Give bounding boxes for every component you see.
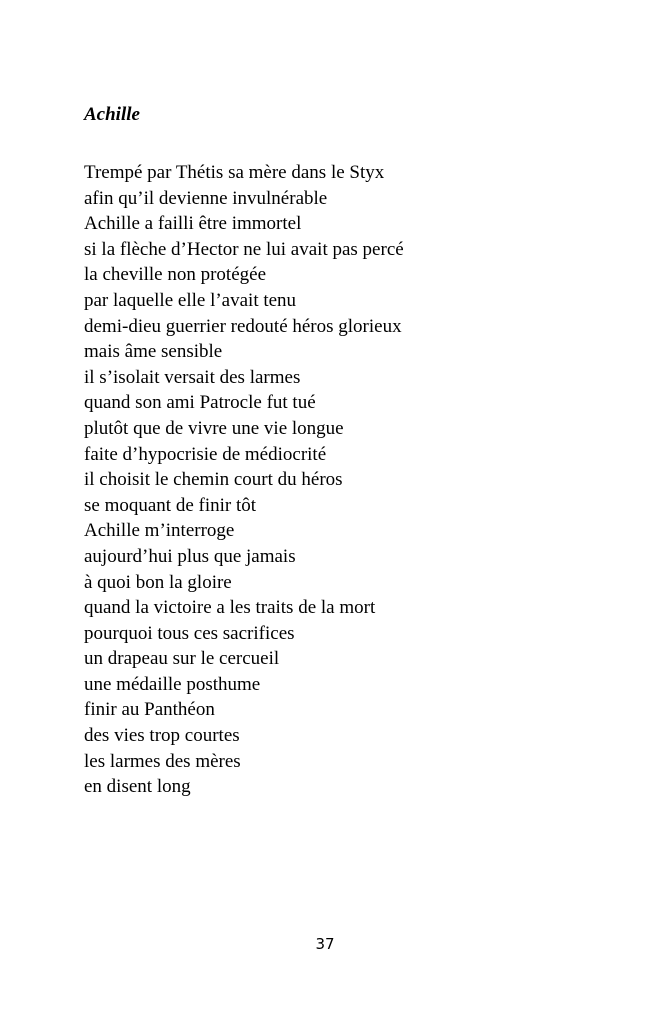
poem-line: quand son ami Patrocle fut tué xyxy=(84,392,316,414)
poem-line: finir au Panthéon xyxy=(84,699,215,721)
poem-line: Achille m’interroge xyxy=(84,520,235,542)
poem-line: faite d’hypocrisie de médiocrité xyxy=(84,443,327,465)
poem-line: les larmes des mères xyxy=(84,750,241,772)
poem-line: des vies trop courtes xyxy=(84,725,240,747)
poem-line: se moquant de finir tôt xyxy=(84,494,257,516)
poem-line: à quoi bon la gloire xyxy=(84,571,232,593)
poem-line: Trempé par Thétis sa mère dans le Styx xyxy=(84,162,385,183)
poem-line: pourquoi tous ces sacrifices xyxy=(84,622,295,644)
poem-line: par laquelle elle l’avait tenu xyxy=(84,289,297,311)
poem-title: Achille xyxy=(84,104,140,125)
poem-line: il choisit le chemin court du héros xyxy=(84,469,343,491)
poem-line: la cheville non protégée xyxy=(84,264,267,286)
poem-line: en disent long xyxy=(84,776,191,798)
poem-line: quand la victoire a les traits de la mort xyxy=(84,597,376,619)
poem-line: Achille a failli être immortel xyxy=(84,213,302,235)
page-number: 37 xyxy=(315,935,335,953)
poem-line: une médaille posthume xyxy=(84,673,261,695)
poem-line: afin qu’il devienne invulnérable xyxy=(84,187,328,209)
poem-line: aujourd’hui plus que jamais xyxy=(84,545,296,567)
poem-body xyxy=(84,160,404,800)
poem-line: il s’isolait versait des larmes xyxy=(84,366,301,388)
poem-line: demi-dieu guerrier redouté héros glorieux xyxy=(84,315,402,337)
poem-line: mais âme sensible xyxy=(84,341,223,363)
poem-line: si la flèche d’Hector ne lui avait pas percé xyxy=(84,238,404,260)
poem-line: plutôt que de vivre une vie longue xyxy=(84,417,344,439)
poem-line: un drapeau sur le cercueil xyxy=(84,648,280,670)
